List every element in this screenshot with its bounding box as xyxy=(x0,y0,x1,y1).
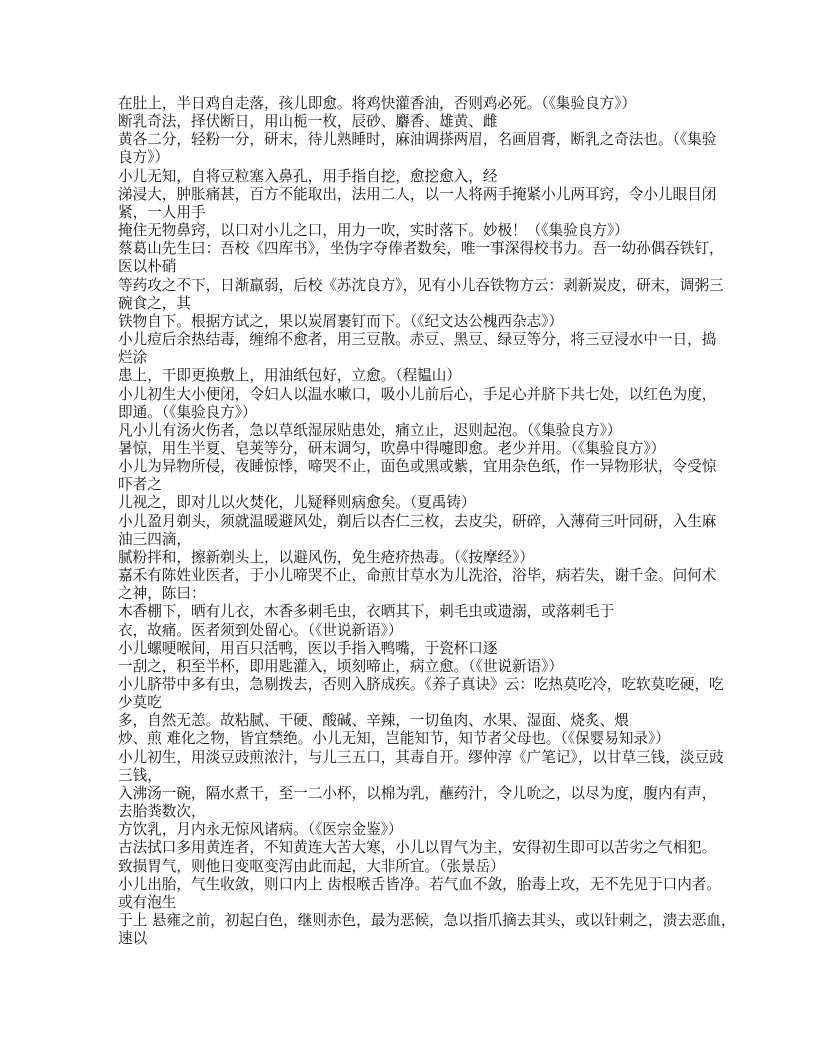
text-line: 小儿盈月剃头，须就温暖避风处，剃后以杏仁三枚，去皮尖，研碎，入薄荷三叶同研，入生麻 xyxy=(118,512,717,530)
text-line: 木香棚下，晒有儿衣，木香多刺毛虫，衣晒其下，刺毛虫或遗溺，或落刺毛于 xyxy=(118,603,615,621)
text-line: 碗食之，其 xyxy=(118,294,191,312)
text-line: 蔡葛山先生曰：吾校《四库书》，坐伪字夺俸者数矣，唯一事深得校书力。吾一幼孙偶吞铁钉， xyxy=(118,240,724,258)
document-page xyxy=(118,95,736,948)
text-line: 涕浸大，肿胀痛甚，百方不能取出，法用二人，以一人将两手掩紧小儿两耳窍，令小儿眼目闭 xyxy=(118,185,717,203)
text-line: 方饮乳，月内永无惊风诸病。（《医宗金鉴》） xyxy=(118,821,403,839)
text-line: 小儿为异物所侵，夜睡惊悸，啼哭不止，面色或黑或紫，宜用杂色纸，作一异物形状，令受惊 xyxy=(118,458,717,476)
text-line: 古法拭口多用黄连者，不知黄连大苦大寒，小儿以胃气为主，安得初生即可以苦劣之气相犯。 xyxy=(118,839,717,857)
text-line: 黄各二分，轻粉一分，研末，待儿熟睡时，麻油调搽两眉，名画眉膏，断乳之奇法也。（《集验 xyxy=(118,131,717,149)
text-line: 或有泡生 xyxy=(118,893,177,911)
text-line: 腻粉拌和，擦新剃头上，以避风伤，免生疮疥热毒。（《按摩经》） xyxy=(118,548,534,566)
text-line: 小儿初生大小便闭，令妇人以温水嗽口，吸小儿前后心，手足心并脐下共七处，以红色为度， xyxy=(118,385,717,403)
text-line: 医以朴硝 xyxy=(118,258,177,276)
text-line: 小儿无知，自将豆粒塞入鼻孔，用手指自挖，愈挖愈入，经 xyxy=(118,167,498,185)
text-line: 即通。（《集验良方》） xyxy=(118,403,257,421)
text-line: 在肚上，半日鸡自走落，孩儿即愈。将鸡快灌香油，否则鸡必死。（《集验良方》） xyxy=(118,95,637,112)
text-line: 速以 xyxy=(118,930,148,948)
text-line: 炒、煎 难化之物，皆宜禁绝。小儿无知，岂能知节，知节者父母也。（《保婴易知录》） xyxy=(118,730,670,748)
text-line: 吓者之 xyxy=(118,476,162,494)
text-line: 小儿出胎，气生收敛，则口内上 齿根喉舌皆净。若气血不敛，胎毒上攻，无不先见于口内者。 xyxy=(118,875,721,893)
text-line: 良方》） xyxy=(118,149,170,167)
text-line: 烂涂 xyxy=(118,349,148,367)
text-line: 患上，干即更换敷上，用油纸包好，立愈。（程韫山） xyxy=(118,367,461,385)
text-line: 致损胃气，则他日变呕变泻由此而起，大非所宜。（张景岳） xyxy=(118,857,505,875)
text-line: 掩住无物鼻窍，以口对小儿之口，用力一吹，实时落下。妙极！（《集验良方》） xyxy=(118,222,629,240)
text-line: 断乳奇法，择伏断日，用山栀一枚，辰砂、麝香、雄黄、雌 xyxy=(118,113,498,131)
text-line: 衣，故痛。医者须到处留心。（《世说新语》） xyxy=(118,621,403,639)
text-line: 等药攻之不下，日渐羸弱，后校《苏沈良方》，见有小儿吞铁物方云：剥新炭皮，研末，调粥三 xyxy=(118,276,724,294)
text-line: 一刮之，积至半杯，即用匙灌入，顷刻啼止，病立愈。（《世说新语》） xyxy=(118,657,564,675)
text-line: 暑惊，用生半夏、皂荚等分，研末调匀，吹鼻中得嚏即愈。老少并用。（《集验良方》） xyxy=(118,439,666,457)
text-line: 紧，一人用手 xyxy=(118,203,206,221)
text-line: 铁物自下。根据方试之，果以炭屑裹钉而下。（《纪文达公槐西杂志》） xyxy=(118,312,564,330)
text-line: 之神，陈曰： xyxy=(118,585,206,603)
text-line: 小儿脐带中多有虫，急剔拨去，否则入脐成疾。《养子真诀》云：吃热莫吃冷，吃软莫吃硬，吃 xyxy=(118,676,724,693)
text-line: 小儿螺哽喉间，用百只活鸭，医以手指入鸭嘴，于瓷杯口逐 xyxy=(118,639,498,657)
text-line: 小儿初生，用淡豆豉煎浓汁，与儿三五口，其毒自开。缪仲淳《广笔记》，以甘草三钱，淡豆豉 xyxy=(118,748,724,766)
text-line: 去胎粪数次， xyxy=(118,803,206,821)
text-line: 凡小儿有汤火伤者，急以草纸湿尿贴患处，痛立止，迟则起泡。（《集验良方》） xyxy=(118,421,622,439)
text-line: 油三四滴， xyxy=(118,530,191,548)
text-line: 于上 悬雍之前，初起白色，继则赤色，最为恶候，急以指爪摘去其头，或以针刺之，溃去恶血， xyxy=(118,912,736,930)
text-line: 儿视之，即对儿以火焚化，儿疑释则病愈矣。（夏禹铸） xyxy=(118,494,476,512)
text-line: 嘉禾有陈姓业医者，于小儿啼哭不止，命煎甘草水为儿洗浴，浴毕，病若失，谢千金。问何术 xyxy=(118,567,717,585)
text-line: 少莫吃 xyxy=(118,694,162,712)
text-line: 三钱， xyxy=(118,766,162,784)
text-line: 入沸汤一碗，隔水煮干，至一二小杯，以棉为乳，蘸药汁，令儿吮之，以尽为度，腹内有声， xyxy=(118,784,717,802)
text-line: 多，自然无恙。故粘腻、干硬、酸碱、辛辣，一切鱼肉、水果、湿面、烧炙、煨 xyxy=(118,712,629,730)
text-line: 小儿痘后余热结毒，缠绵不愈者，用三豆散。赤豆、黑豆、绿豆等分，将三豆浸水中一日，捣 xyxy=(118,331,717,349)
